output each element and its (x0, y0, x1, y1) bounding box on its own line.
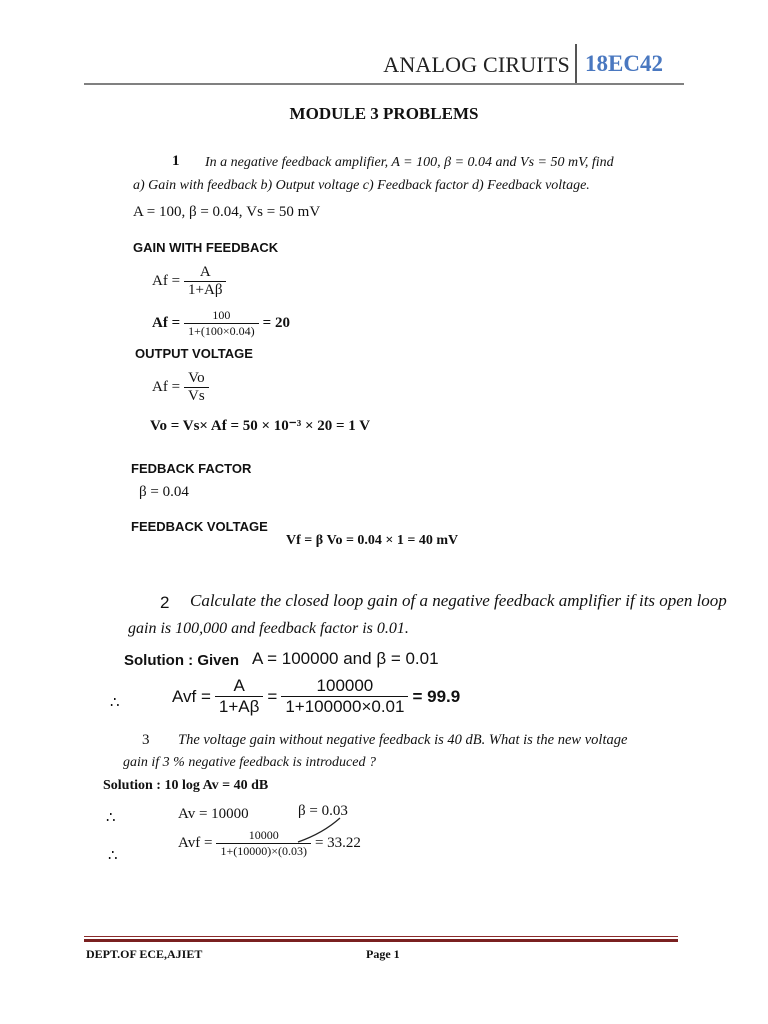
denominator: 1+(100×0.04) (184, 323, 259, 339)
problem-2-statement-line2: gain is 100,000 and feedback factor is 0.01. (128, 620, 409, 637)
problem-1-given: A = 100, β = 0.04, Vs = 50 mV (133, 204, 321, 220)
result: = 33.22 (314, 835, 361, 851)
header-separator (575, 44, 577, 84)
denominator: Vs (184, 387, 209, 405)
problem-3-number: 3 (142, 732, 150, 748)
therefore-symbol: ∴ (108, 848, 118, 864)
numerator: 100 (212, 308, 231, 322)
beta-value: β = 0.03 (298, 803, 348, 819)
problem-3-solution: Solution : 10 log Av = 40 dB (103, 778, 269, 793)
avf-label: Avf = (172, 686, 211, 706)
beta-value: β = 0.04 (139, 484, 189, 500)
result: = 99.9 (412, 686, 461, 706)
page-title: MODULE 3 PROBLEMS (289, 104, 479, 123)
problem-1-number: 1 (172, 153, 180, 169)
av-value: Av = 10000 (178, 806, 249, 822)
therefore-symbol: ∴ (110, 694, 120, 711)
problem-2-given: A = 100000 and β = 0.01 (252, 649, 439, 668)
numerator: 100000 (316, 676, 374, 695)
denominator: 1+100000×0.01 (281, 696, 408, 717)
af-label: Af = (152, 379, 181, 395)
fraction (184, 264, 226, 299)
vo-equation: Vo = Vs× Af = 50 × 10⁻³ × 20 = 1 V (150, 418, 371, 434)
problem-2-solution-label: Solution : Given (124, 652, 239, 669)
avf-label: Avf = (178, 835, 213, 851)
fraction (184, 370, 209, 405)
numerator: A (199, 264, 211, 280)
problem-3-statement-line2: gain if 3 % negative feedback is introduced ? (123, 755, 376, 770)
problem-2-number: 2 (160, 593, 170, 612)
course-code: 18EC42 (585, 51, 663, 76)
problem-1-statement-line2: a) Gain with feedback b) Output voltage c) Feedback factor d) Feedback voltage. (133, 178, 590, 193)
formula-af-computed (152, 308, 290, 339)
numerator: Vo (188, 370, 205, 386)
problem-1-statement-line1: In a negative feedback amplifier, A = 100, β = 0.04 and Vs = 50 mV, find (205, 155, 614, 170)
vf-equation: Vf = β Vo = 0.04 × 1 = 40 mV (286, 533, 459, 548)
header-title: ANALOG CIRUITS (383, 52, 570, 77)
footer-rule (84, 936, 678, 937)
denominator: 1+(10000)×(0.03) (216, 843, 311, 859)
fraction (184, 308, 259, 339)
section-feedback-voltage: FEEDBACK VOLTAGE (131, 519, 268, 534)
formula-avf: Avf = $\frac{A}{1+A\beta}$ = $\frac{100000}{1+100000\times 0.01}$ = 99.9 (172, 676, 461, 716)
header-rule (84, 83, 684, 85)
formula-af (152, 264, 230, 299)
fraction (216, 828, 311, 859)
af-label: Af = (152, 273, 181, 289)
problem-2-statement-line1: Calculate the closed loop gain of a negative feedback amplifier if its open loop (190, 591, 727, 610)
section-gain-with-feedback: GAIN WITH FEEDBACK (133, 240, 279, 255)
fraction (215, 676, 264, 717)
page-number: Page 1 (366, 947, 400, 961)
denominator: 1+Aβ (184, 281, 226, 299)
numerator: 10000 (248, 828, 279, 842)
numerator: A (233, 676, 245, 695)
denominator: 1+Aβ (215, 696, 264, 717)
section-feedback-factor: FEDBACK FACTOR (131, 461, 252, 476)
formula-avf (178, 828, 361, 859)
af-label: Af = (152, 315, 181, 331)
problem-3-statement-line1: The voltage gain without negative feedback is 40 dB. What is the new voltage (178, 732, 628, 748)
result: = 20 (262, 315, 290, 331)
footer-department: DEPT.OF ECE,AJIET (86, 947, 203, 961)
footer-rule-thick (84, 939, 678, 942)
fraction (281, 676, 408, 717)
formula-af-vo-vs (152, 370, 213, 405)
section-output-voltage: OUTPUT VOLTAGE (135, 346, 253, 361)
therefore-symbol: ∴ (106, 810, 116, 826)
